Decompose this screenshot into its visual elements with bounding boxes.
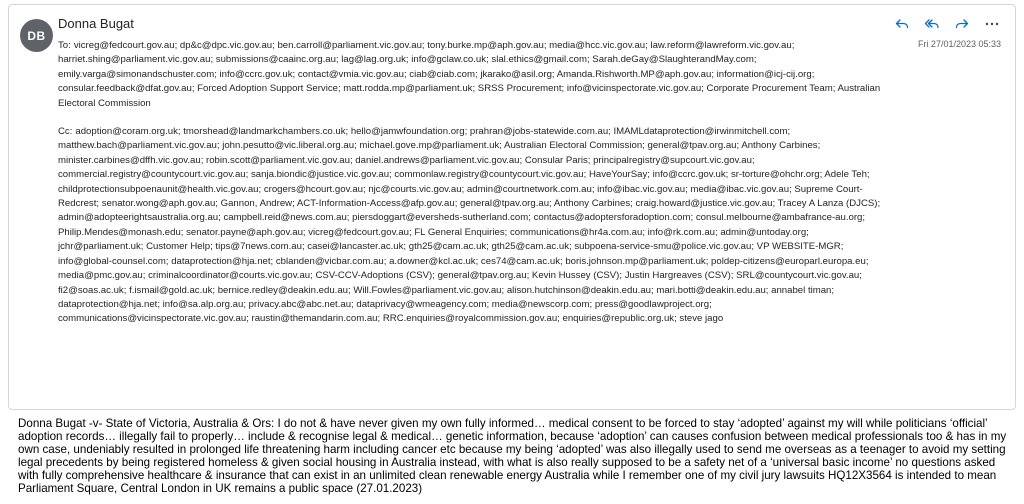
sent-date: Fri 27/01/2023 05:33 [917, 39, 1001, 49]
more-actions-button[interactable] [981, 13, 1003, 35]
cc-line [58, 125, 886, 327]
avatar[interactable]: DB [20, 19, 53, 52]
to-label: To: [58, 40, 71, 51]
message-actions [891, 13, 1003, 35]
reply-all-icon [924, 16, 940, 32]
email-header-card [8, 4, 1016, 410]
forward-button[interactable] [951, 13, 973, 35]
to-line [58, 39, 886, 111]
recipients [58, 39, 886, 327]
sender-name[interactable]: Donna Bugat [58, 16, 134, 31]
forward-icon [954, 16, 970, 32]
more-icon [984, 16, 1000, 32]
cc-label: Cc: [58, 126, 73, 138]
cc-recipients[interactable]: adoption@coram.org.uk; tmorshead@landmarkchambers.co.uk; hello@jamwfoundation.org; prahran@jobs-statewide.com.au; IMAMLdataprotection@irwinmitchell.com; matthew.bach@parliament.vic.gov.au; john.pesutto@vic.liberal.org.au; michael.gove.mp@parliament.uk; Australian Electoral Commission; general@tpav.org.au; Anthony Carbines; minister.carbines@dffh.vic.gov.au; robin.scott@parliament.vic.gov.au; daniel.andrews@parliament.vic.gov.au; Consular Paris; principalregistry@supcourt.vic.gov.au; commercial.registry@countycourt.vic.gov.au; sanja.biondic@justice.vic.gov.au; commonlaw.registry@countycourt.vic.gov.au; HaveYourSay; info@ccrc.gov.uk; sr-torture@ohchr.org; Adele Teh; childprotectionsubpoenaunit@health.vic.gov.au; crogers@hcourt.gov.au; njc@courts.vic.gov.au; admin@courtnetwork.com.au; info@ibac.vic.gov.au; media@ibac.vic.gov.au; Supreme Court-Redcrest; senator.wong@aph.gov.au; Gannon, Andrew; ACT-Information-Access@afp.gov.au; general@tpav.org.au; Anthony Carbines; craig.howard@justice.vic.gov.au; Tracey A Lanza (DJCS); admin@adopteerightsaustralia.org.au; campbell.reid@news.com.au; piersdoggart@eversheds-sutherland.com; contactus@adoptersforadoption.com; consul.melbourne@ambafrance-au.org; Philip.Mendes@monash.edu; senator.payne@aph.gov.au; vicreg@fedcourt.gov.au; FL General Enquiries; communications@hr4a.com.au; info@rk.com.au; admin@untoday.org; jchr@parliament.uk; Customer Help; tips@7news.com.au; casei@lancaster.ac.uk; gth25@cam.ac.uk; gth25@cam.ac.uk; subpoena-service-smu@police.vic.gov.au; VP WEBSITE-MGR; info@global-counsel.com; dataprotection@hja.net; cblanden@vicbar.com.au; a.downer@kcl.ac.uk; ces74@cam.ac.uk; boris.johnson.mp@parliament.uk; poldep-citizens@europarl.europa.eu; media@pmc.gov.au; criminalcoordinator@courts.vic.gov.au; CSV-CCV-Adoptions (CSV); general@tpav.org.au; Kevin Hussey (CSV); Justin Hargreaves (CSV); SRL@countycourt.vic.gov.au; fi2@soas.ac.uk; f.ismail@gold.ac.uk; bernice.redley@deakin.edu.au; Will.Fowles@parliament.vic.gov.au; alison.hutchinson@deakin.edu.au; mari.botti@deakin.edu.au; annabel timan; dataprotection@hja.net; info@sa.alp.org.au; privacy.abc@abc.net.au; dataprivacy@wmeagency.com; media@newscorp.com; press@goodlawproject.org; communications@vicinspectorate.vic.gov.au; raustin@themandarin.com.au; RRC.enquiries@royalcommission.gov.au; enquiries@republic.org.uk; steve jago [58, 126, 881, 325]
message-body: Donna Bugat -v- State of Victoria, Australia & Ors: I do not & have never given my own fully informed… medical consent to be forced to stay ‘adopted’ against my will while politicians ‘official’ adoption records… illegally fail to properly… include & recognise legal & medical… genetic information, because ‘adoption’ can causes confusion between medical professionals too & has in my own case, undeniably resulted in prolonged life threatening harm including cancer etc because my being ‘adopted’ was also illegally used to send me overseas as a teenager to avoid my setting legal precedents by being registered homeless & given social housing in Australia instead, with what is also really supposed to be a safety net of a ‘universal basic income’ no questions asked with fully comprehensive healthcare & insurance that can exist in an unlimited clean renewable energy Australia while I remember one of my civil jury lawsuits HQ12X3564 is intended to mean Parliament Square, Central London in UK remains a public space (27.01.2023) [18, 417, 1007, 495]
reply-icon [894, 16, 910, 32]
to-recipients[interactable]: vicreg@fedcourt.gov.au; dp&c@dpc.vic.gov.au; ben.carroll@parliament.vic.gov.au; tony.burke.mp@aph.gov.au; media@hcc.vic.gov.au; law.reform@lawreform.vic.gov.au; harriet.shing@parliament.vic.gov.au; submissions@caainc.org.au; lag@lag.org.uk; info@gclaw.co.uk; slal.ethics@gmail.com; Sarah.deGay@SlaughterandMay.com; emily.varga@simonandschuster.com; info@ccrc.gov.uk; contact@vmia.vic.gov.au; ciab@ciab.com; jkarako@asil.org; Amanda.Rishworth.MP@aph.gov.au; information@icj-cij.org; consular.feedback@dfat.gov.au; Forced Adoption Support Service; matt.rodda.mp@parliament.uk; SRSS Procurement; info@vicinspectorate.vic.gov.au; Corporate Procurement Team; Australian Electoral Commission [58, 40, 881, 109]
reply-all-button[interactable] [921, 13, 943, 35]
reply-button[interactable] [891, 13, 913, 35]
